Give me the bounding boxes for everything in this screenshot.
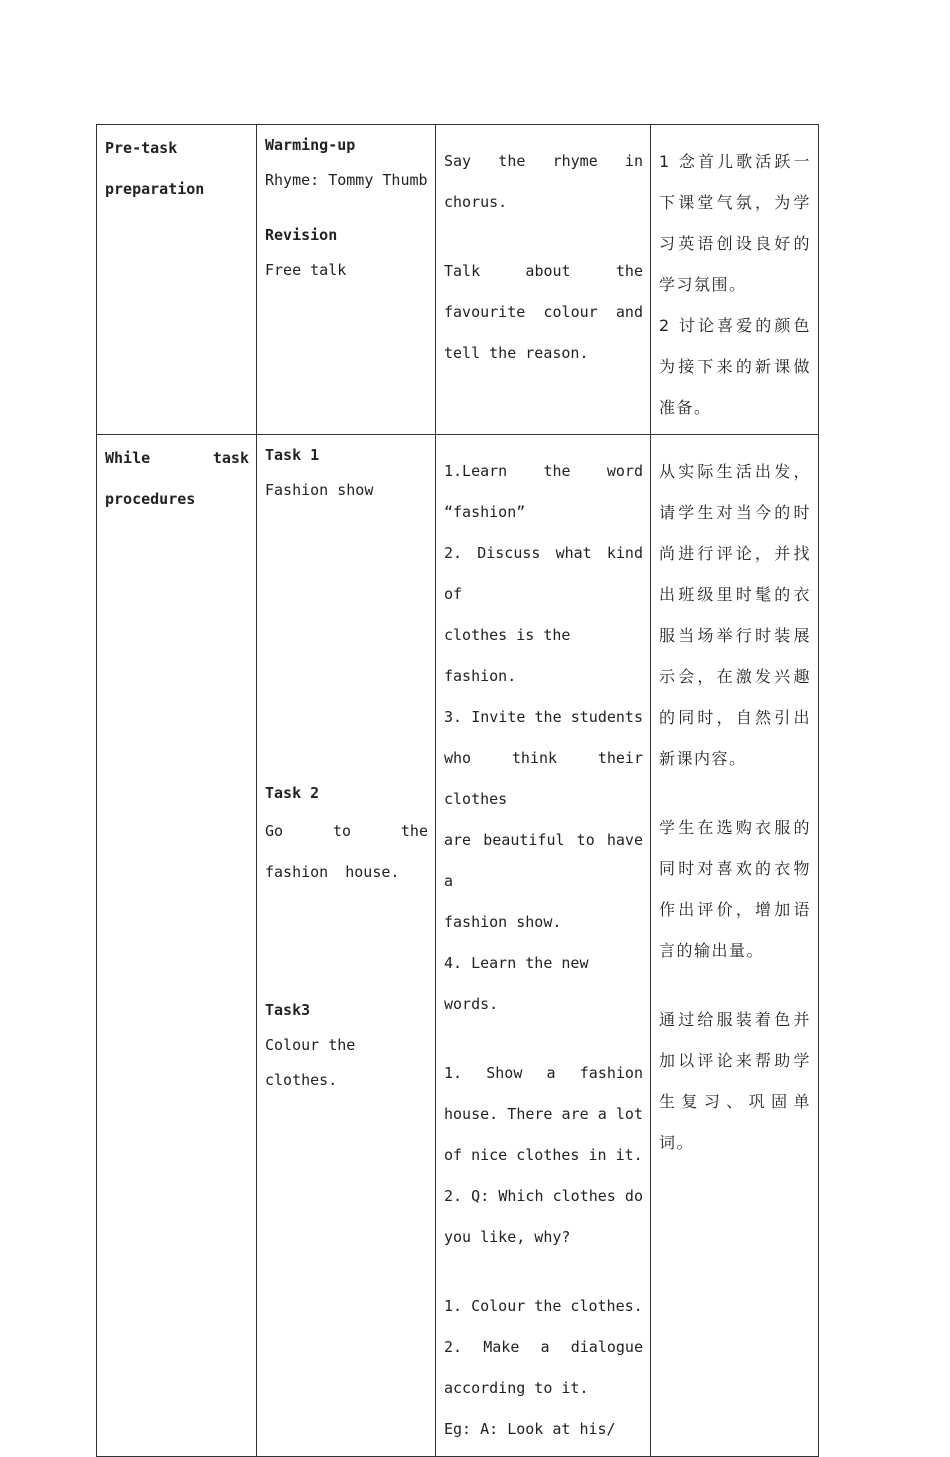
purpose-cell (651, 125, 819, 435)
content-cell (257, 125, 436, 435)
rhyme-text: Rhyme: Tommy Thumb (265, 171, 428, 189)
activity-line: 2. Q: Which clothes do (444, 1187, 643, 1205)
stage-cell (97, 435, 257, 1457)
table-row-pre-task (97, 125, 819, 435)
activity-line: 4. Learn the new words. (444, 954, 589, 1013)
purpose-text: 通过给服装着色并加以评论来帮助学生复习、巩固单词。 (659, 1010, 811, 1152)
purpose-cell (651, 435, 819, 1457)
lesson-plan-table (96, 124, 819, 1457)
activity-line: are beautiful to have a (444, 831, 643, 890)
warming-up-heading: Warming-up (265, 136, 356, 154)
purpose-text: 从实际生活出发，请学生对当今的时尚进行评论，并找出班级里时髦的衣服当场举行时装展示会，在激发兴趣的同时，自然引出新课内容。 (659, 462, 811, 768)
activity-line: 1. Colour the clothes. (444, 1297, 643, 1315)
stage-cell (97, 125, 257, 435)
activity-line: favourite colour and (444, 303, 643, 321)
activity-line: 1. Show a fashion (444, 1064, 643, 1082)
revision-heading: Revision (265, 226, 338, 244)
content-cell (257, 435, 436, 1457)
purpose-text: 2 讨论喜爱的颜色为接下来的新课做准备。 (659, 316, 811, 417)
activity-line: 1.Learn the word (444, 462, 643, 480)
purpose-text: 1 念首儿歌活跃一下课堂气氛，为学习英语创设良好的学习氛围。 (659, 152, 811, 294)
purpose-text: 学生在选购衣服的同时对喜欢的衣物作出评价，增加语言的输出量。 (659, 818, 811, 960)
task1-heading: Task 1 (265, 446, 320, 464)
activity-line: clothes is the fashion. (444, 626, 571, 685)
activity-line: chorus. (444, 193, 508, 211)
activity-line: of nice clothes in it. (444, 1146, 643, 1164)
activity-line: who think their clothes (444, 749, 643, 808)
activity-line: fashion show. (444, 913, 562, 931)
task1-text: Fashion show (265, 481, 374, 499)
activity-cell (436, 125, 651, 435)
activity-line: house. There are a lot (444, 1105, 643, 1123)
table-row-while-task (97, 435, 819, 1457)
activity-line: you like, why? (444, 1228, 571, 1246)
activity-line: Say the rhyme in (444, 152, 643, 170)
activity-line: tell the reason. (444, 344, 589, 362)
activity-line: 3. Invite the students (444, 708, 643, 726)
activity-line: 2. Discuss what kind of (444, 544, 643, 603)
activity-cell (436, 435, 651, 1457)
activity-line: according to it. (444, 1379, 589, 1397)
free-talk-text: Free talk (265, 261, 347, 279)
activity-line: Talk about the (444, 262, 643, 280)
activity-line: 2. Make a dialogue (444, 1338, 643, 1356)
task3-text: Colour the clothes. (265, 1036, 356, 1089)
task2-heading: Task 2 (265, 784, 320, 802)
activity-line: “fashion” (444, 503, 526, 521)
task3-heading: Task3 (265, 1001, 311, 1019)
activity-line: Eg: A: Look at his/ (444, 1420, 616, 1438)
stage-label: Pre-task preparation (105, 139, 205, 198)
task2-text: Go to the fashion house. (265, 822, 428, 881)
stage-label: While task procedures (105, 449, 249, 508)
